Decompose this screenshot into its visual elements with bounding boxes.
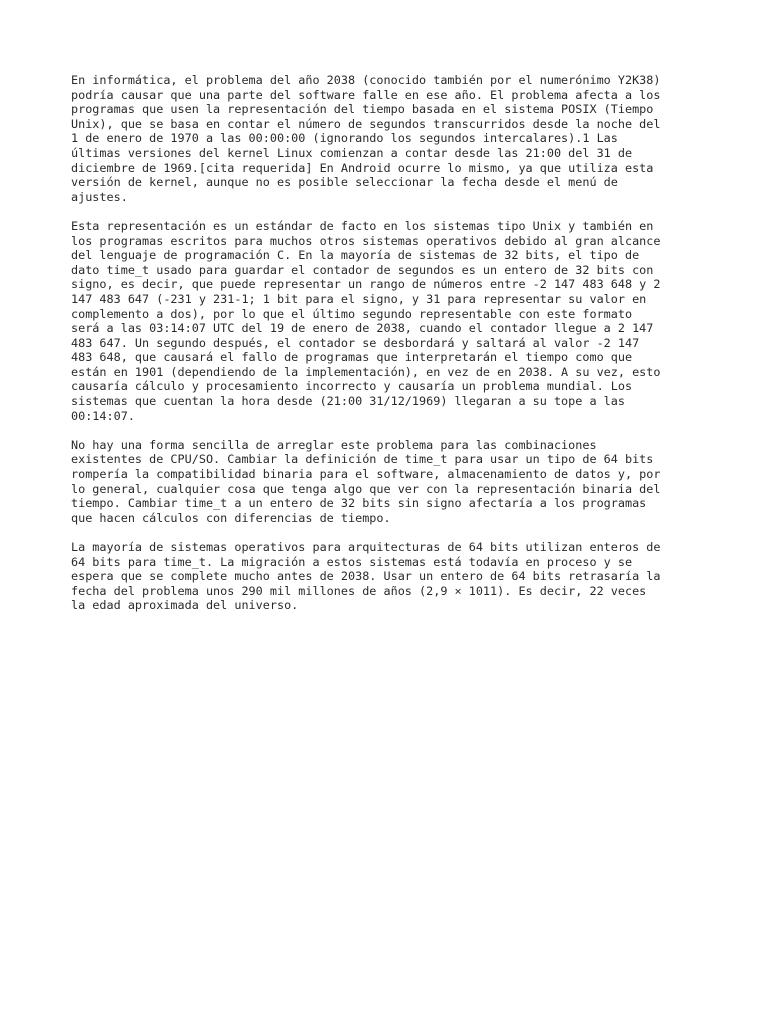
text-line: del lenguaje de programación C. En la mayoría de sistemas de 32 bits, el tipo de (71, 248, 640, 263)
text-line: causaría cálculo y procesamiento incorrecto y causaría un problema mundial. Los (71, 379, 633, 394)
text-line: 00:14:07. (71, 408, 135, 423)
text-line: será a las 03:14:07 UTC del 19 de enero de 2038, cuando el contador llegue a 2 147 (71, 321, 654, 336)
text-line: rompería la compatibilidad binaria para el software, almacenamiento de datos y, por (71, 467, 661, 482)
text-line: fecha del problema unos 290 mil millones de años (2,9 × 1011). Es decir, 22 veces (71, 583, 647, 598)
text-line: 64 bits para time_t. La migración a estos sistemas está todavía en proceso y se (71, 554, 633, 569)
text-line: últimas versiones del kernel Linux comienzan a contar desde las 21:00 del 31 de (71, 145, 633, 160)
paragraph-intro (71, 73, 761, 204)
text-line: que hacen cálculos con diferencias de tiempo. (71, 510, 391, 525)
paragraph-representation (71, 219, 761, 423)
text-line: En informática, el problema del año 2038 (conocido también por el numerónimo Y2K38) (71, 73, 661, 87)
text-line: dato time_t usado para guardar el contador de segundos es un entero de 32 bits con (71, 262, 654, 277)
text-line: existentes de CPU/SO. Cambiar la definición de time_t para usar un tipo de 64 bits (71, 452, 654, 467)
paragraph-no-easy-fix (71, 438, 761, 526)
text-line: programas que usen la representación del tiempo basada en el sistema POSIX (Tiempo (71, 102, 654, 117)
text-line: lo general, cualquier cosa que tenga algo que ver con la representación binaria del (71, 481, 661, 496)
document-page (71, 73, 761, 628)
text-line: diciembre de 1969.[cita requerida] En Android ocurre lo mismo, ya que utiliza esta (71, 160, 654, 175)
text-line: podría causar que una parte del software falle en ese año. El problema afecta a los (71, 87, 661, 102)
text-line: 483 647. Un segundo después, el contador se desbordará y saltará al valor -2 147 (71, 335, 640, 350)
text-line: versión de kernel, aunque no es posible seleccionar la fecha desde el menú de (71, 175, 618, 190)
text-line: Unix), que se basa en contar el número de segundos transcurridos desde la noche del (71, 116, 661, 131)
text-line: La mayoría de sistemas operativos para arquitecturas de 64 bits utilizan enteros de (71, 540, 661, 554)
text-line: No hay una forma sencilla de arreglar este problema para las combinaciones (71, 437, 597, 452)
text-line: los programas escritos para muchos otros sistemas operativos debido al gran alcance (71, 233, 661, 248)
text-line: sistemas que cuentan la hora desde (21:00 31/12/1969) llegaran a su tope a las (71, 394, 625, 409)
text-line: la edad aproximada del universo. (71, 598, 299, 613)
text-line: ajustes. (71, 189, 128, 204)
text-line: están en 1901 (dependiendo de la implementación), en vez de en 2038. A su vez, esto (71, 364, 661, 379)
text-line: 1 de enero de 1970 a las 00:00:00 (ignorando los segundos intercalares).1 Las (71, 131, 618, 146)
text-line: complemento a dos), por lo que el último segundo representable con este formato (71, 306, 633, 321)
text-line: Esta representación es un estándar de facto en los sistemas tipo Unix y también en (71, 218, 654, 233)
text-line: 147 483 647 (-231 y 231-1; 1 bit para el signo, y 31 para representar su valor en (71, 291, 647, 306)
paragraph-64-bit (71, 540, 761, 613)
text-line: signo, es decir, que puede representar un rango de números entre -2 147 483 648 y 2 (71, 277, 661, 292)
text-line: espera que se complete mucho antes de 2038. Usar un entero de 64 bits retrasaría la (71, 569, 661, 584)
text-line: 483 648, que causará el fallo de programas que interpretarán el tiempo como que (71, 350, 633, 365)
text-line: tiempo. Cambiar time_t a un entero de 32 bits sin signo afectaría a los programas (71, 496, 647, 511)
